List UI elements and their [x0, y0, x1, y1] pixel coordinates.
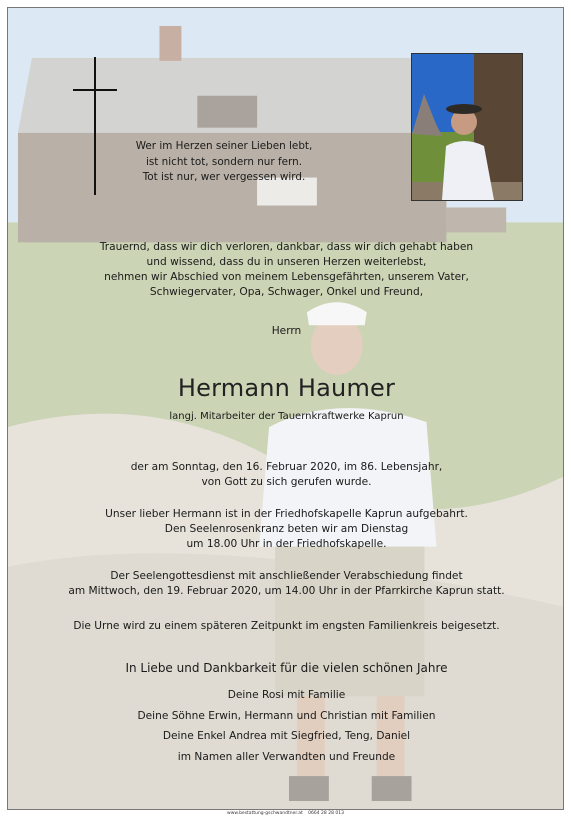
family-line: Deine Enkel Andrea mit Siegfried, Teng, Daniel: [162, 730, 411, 742]
footer: [0, 811, 571, 817]
footer-website[interactable]: www.bestattung-gschwandtner.at: [227, 811, 303, 816]
verse-line: Tot ist nur, wer vergessen wird.: [142, 171, 306, 183]
salutation: Herrn: [271, 325, 302, 337]
thanks-line: In Liebe und Dankbarkeit für die vielen schönen Jahre: [125, 661, 448, 675]
family-line: im Namen aller Verwandten und Freunde: [177, 750, 396, 763]
footer-phone: 0664 28 28 013: [308, 811, 344, 816]
verse: [74, 139, 374, 186]
portrait-photo: [411, 53, 523, 201]
family-line: Deine Söhne Erwin, Hermann und Christian mit Familien: [137, 709, 436, 722]
verse-line: Wer im Herzen seiner Lieben lebt,: [135, 140, 313, 152]
verse-line: ist nicht tot, sondern nur fern.: [145, 155, 303, 168]
deceased-name: Hermann Haumer: [177, 374, 396, 402]
rosary-notice: Unser lieber Hermann ist in der Friedhofskapelle Kaprun aufgebahrt. Den Seelenrosenkranz beten wir am Dienstag um 18.00 Uhr in der Friedhofskapelle.: [105, 508, 468, 550]
family-line: Deine Rosi mit Familie: [227, 689, 346, 701]
obituary-card: [7, 7, 564, 810]
intro-paragraph: Trauernd, dass wir dich verloren, dankbar, dass wir dich gehabt haben und wissend, dass du in unseren Herzen weiterlebst, nehmen wir Abschied von meinem Lebensgefährten, unserem Vater, Schwiegervater, Opa, Schwager, Onkel und Freund,: [99, 241, 474, 298]
occupation: langj. Mitarbeiter der Tauernkraftwerke Kaprun: [169, 411, 404, 422]
mass-notice: Der Seelengottesdienst mit anschließender Verabschiedung findet am Mittwoch, den 19. Februar 2020, um 14.00 Uhr in der Pfarrkirche Kaprun statt.: [68, 570, 505, 597]
death-notice: der am Sonntag, den 16. Februar 2020, im 86. Lebensjahr, von Gott zu sich gerufen wurde.: [130, 461, 443, 488]
family-list: [8, 685, 564, 767]
urn-notice: Die Urne wird zu einem späteren Zeitpunkt im engsten Familienkreis beigesetzt.: [73, 620, 500, 632]
